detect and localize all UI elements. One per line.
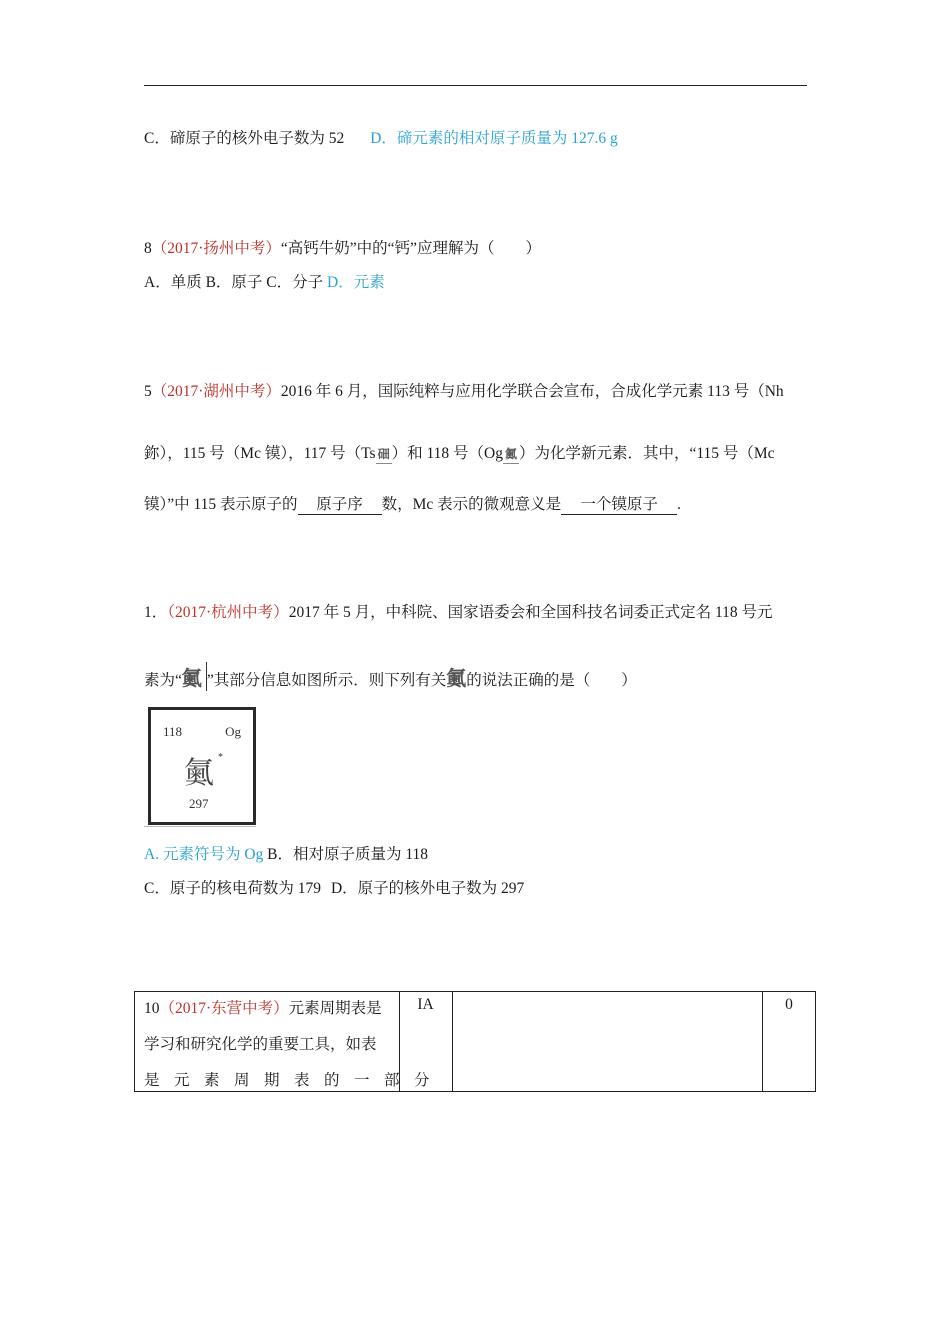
header-rule [144,85,807,86]
q5-line3 [144,492,681,515]
q10-col-zero-label: 0 [785,996,793,1013]
card-symbol: Og [225,724,241,739]
q5-line2-a: 鉨），115 号（Mc 镆），117 号（Ts [144,445,376,462]
q1-option-a-answer: A. 元素符号为 Og [144,846,264,863]
q1-number: 1． [144,604,168,621]
ts-element-glyph: 鿬 [376,445,392,464]
q8-options [144,270,385,292]
card-star-mark: * [218,752,223,763]
q10-line2: 学习和研究化学的重要工具，如表 [144,1036,377,1053]
q7-option-c: C．碲原子的核外电子数为 52 [144,130,345,147]
q10-source: （2017·东营中考） [159,1000,289,1017]
card-underline [144,826,256,827]
q10-col-zero [763,992,816,1092]
q8-answer: D．元素 [327,274,385,291]
q8-source: （2017·扬州中考） [151,240,281,257]
q10-line3: 是元素周期表的一部分 [144,1072,445,1089]
q1-options-cd [144,876,524,898]
q1-option-c: C．原子的核电荷数为 179 [144,880,321,897]
q8-stem-text: “高钙牛奶”中的“钙”应理解为（ ） [280,240,541,257]
q5-line2-b: ）和 118 号（Og [391,445,503,462]
q5-line3-b: 数，Mc 表示的微观意义是 [381,496,562,513]
og-glyph-inline-2: 鿫 [446,668,467,690]
q7-options [144,126,618,148]
q5-number: 5 [144,383,152,400]
q5-line1-text: 2016 年 6 月，国际纯粹与应用化学联合会宣布，合成化学元素 113 号（Nh [280,383,784,400]
q1-options-ab [144,842,428,864]
q1-line2-b: ”其部分信息如图所示．则下列有关 [206,672,447,689]
q1-line1-text: 2017 年 5 月，中科院、国家语委会和全国科技名词委正式定名 118 号元 [288,604,773,621]
og-glyph-inline: 鿫 [182,662,207,691]
q8-number: 8 [144,240,152,257]
q5-line3-a: 镆）”中 115 表示原子的 [144,496,298,513]
card-atomic-mass: 297 [189,796,209,811]
q8-options-plain: A．单质 B．原子 C．分子 [144,274,327,291]
element-card-og [148,707,256,825]
q5-line3-c: . [677,496,681,513]
card-atomic-number: 118 [163,724,183,739]
q1-line2 [144,662,637,691]
q8-stem [144,236,541,258]
q1-option-b: B．相对原子质量为 118 [263,846,429,863]
q10-line1 [144,996,382,1018]
q5-line2 [144,441,775,464]
q5-blank2-answer: 一个镆原子 [561,492,677,515]
q10-table-row [135,992,816,1092]
q5-line1 [144,379,784,401]
q10-line1-text: 元素周期表是 [288,1000,382,1017]
q10-table [134,991,816,1092]
q10-number: 10 [144,1000,160,1017]
q1-source: （2017·杭州中考） [167,604,289,621]
q1-option-d: D．原子的核外电子数为 297 [330,880,525,897]
card-element-name: 鿫 [184,757,214,790]
q1-line2-c: 的说法正确的是（ ） [466,672,637,689]
og-element-glyph: 鿫 [503,445,519,464]
q1-line2-a: 素为“ [144,672,182,689]
q5-line2-c: ）为化学新元素．其中，“115 号（Mc [518,445,775,462]
q7-option-d-answer: D．碲元素的相对原子质量为 127.6 g [370,130,618,147]
q5-source: （2017·湖州中考） [151,383,281,400]
q1-line1 [144,600,773,622]
q10-col-ia-label: IA [417,996,434,1013]
q10-col-middle [452,992,763,1092]
q5-blank1-answer: 原子序 [298,492,382,515]
